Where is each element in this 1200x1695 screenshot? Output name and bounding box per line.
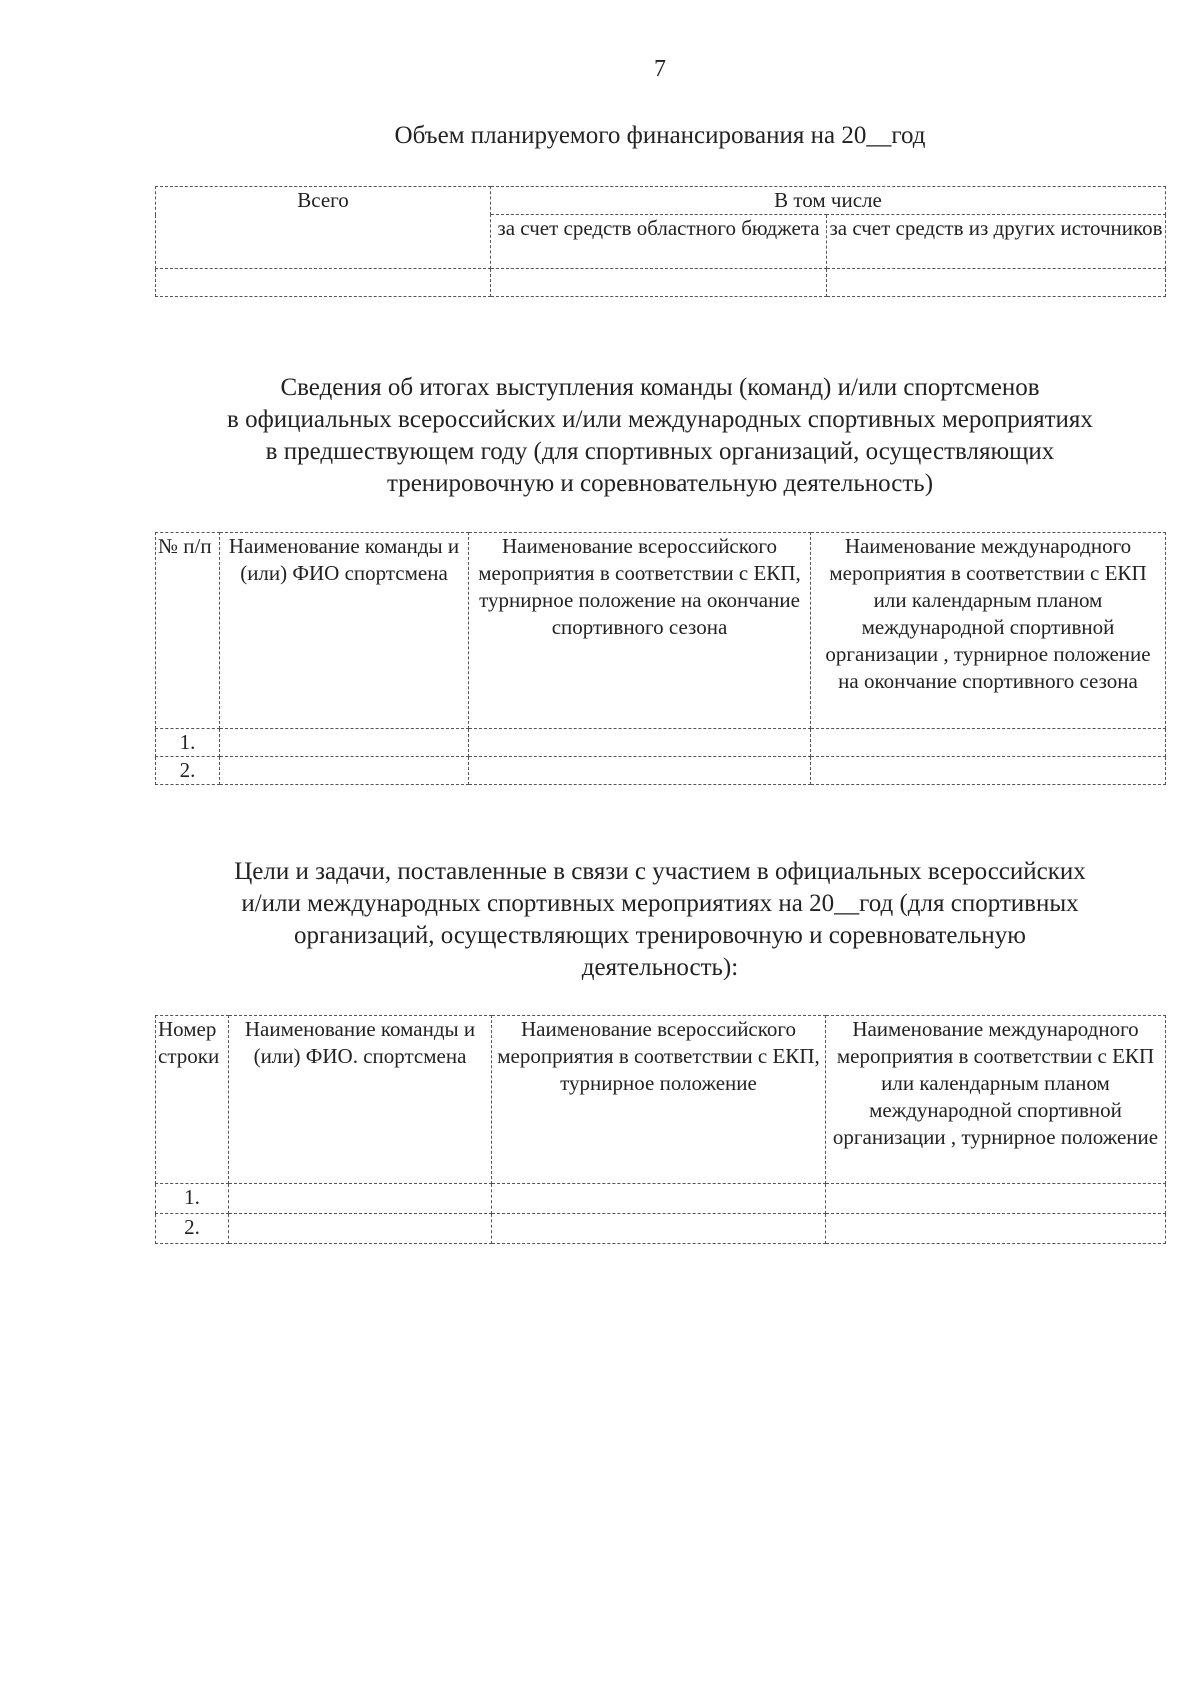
table-cell <box>229 1214 492 1244</box>
goals-title-line: и/или международных спортивных мероприятиях на 20__год (для спортивных <box>241 890 1079 917</box>
goals-title <box>0 856 1200 984</box>
row-number: 1. <box>156 729 220 757</box>
col-other-header: за счет средств из других источников <box>827 215 1166 269</box>
table-cell <box>469 729 811 757</box>
table-row <box>156 757 1166 785</box>
table-cell <box>826 1214 1166 1244</box>
table-cell <box>492 1214 826 1244</box>
table-cell <box>811 729 1166 757</box>
goals-title-line: организаций, осуществляющих тренировочную и соревновательную <box>294 922 1026 949</box>
financing-table <box>155 186 1166 297</box>
header-team-name: Наименование команды и (или) ФИО. спортсмена <box>229 1016 492 1184</box>
header-line-number: Номер строки <box>156 1016 229 1184</box>
table-cell <box>492 1184 826 1214</box>
header-team-name: Наименование команды и (или) ФИО спортсмена <box>220 533 469 729</box>
header-national-event: Наименование всероссийского мероприятия в соответствии с ЕКП, турнирное положение на окончание спортивного сезона <box>469 533 811 729</box>
results-table <box>155 532 1166 785</box>
table-cell <box>827 269 1166 297</box>
table-cell <box>220 757 469 785</box>
row-number: 2. <box>156 1214 229 1244</box>
table-cell <box>229 1184 492 1214</box>
financing-title: Объем планируемого финансирования на 20__год <box>394 122 926 149</box>
page-number: 7 <box>654 56 666 82</box>
table-cell <box>811 757 1166 785</box>
header-international-event: Наименование международного мероприятия в соответствии с ЕКП или календарным планом международной спортивной организации , турнирное положение <box>826 1016 1166 1184</box>
header-national-event: Наименование всероссийского мероприятия в соответствии с ЕКП, турнирное положение <box>492 1016 826 1184</box>
table-row <box>156 729 1166 757</box>
goals-title-line: Цели и задачи, поставленные в связи с участием в официальных всероссийских <box>234 858 1086 885</box>
col-including-header: В том числе <box>491 187 1166 215</box>
col-total-header: Всего <box>156 187 491 269</box>
row-number: 1. <box>156 1184 229 1214</box>
header-international-event: Наименование международного мероприятия в соответствии с ЕКП или календарным планом международной спортивной организации , турнирное положение на окончание спортивного сезона <box>811 533 1166 729</box>
table-row <box>156 1184 1166 1214</box>
table-cell <box>156 269 491 297</box>
results-title-line: в официальных всероссийских и/или международных спортивных мероприятиях <box>227 406 1093 433</box>
results-title-line: Сведения об итогах выступления команды (команд) и/или спортсменов <box>280 374 1040 401</box>
header-number: № п/п <box>156 533 220 729</box>
col-regional-header: за счет средств областного бюджета <box>491 215 827 269</box>
table-row <box>156 1214 1166 1244</box>
row-number: 2. <box>156 757 220 785</box>
results-title-line: в предшествующем году (для спортивных организаций, осуществляющих <box>265 438 1055 465</box>
table-cell <box>491 269 827 297</box>
table-cell <box>469 757 811 785</box>
table-cell <box>220 729 469 757</box>
table-cell <box>826 1184 1166 1214</box>
results-title <box>0 372 1200 500</box>
results-title-line: тренировочную и соревновательную деятельность) <box>386 470 934 497</box>
goals-title-line: деятельность): <box>581 954 739 981</box>
goals-table <box>155 1015 1166 1244</box>
